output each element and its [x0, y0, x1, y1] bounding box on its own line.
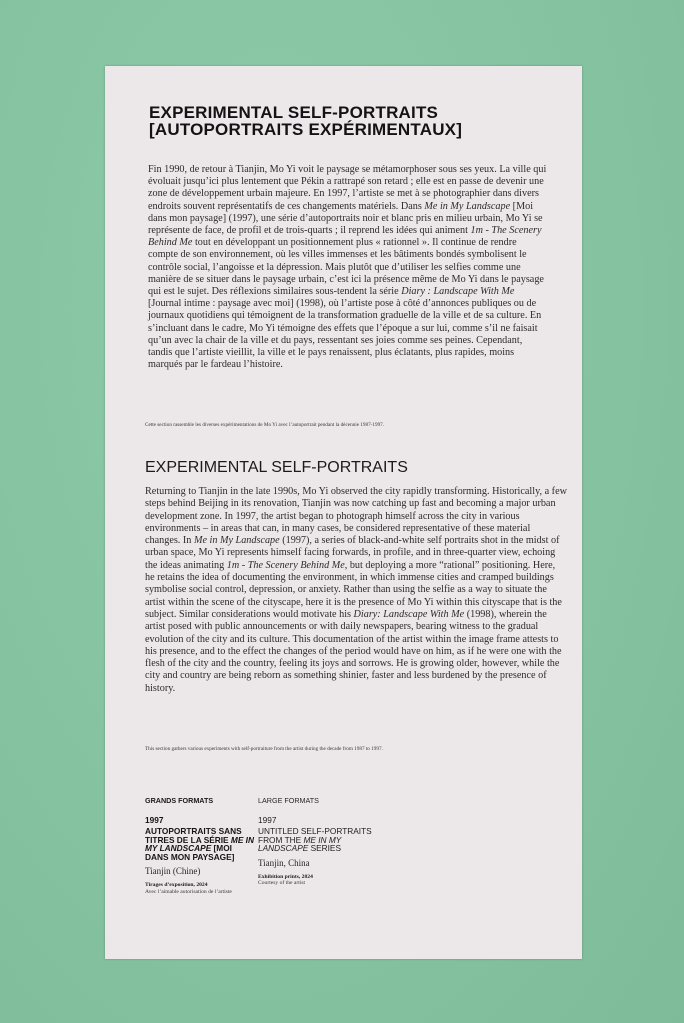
english-artwork-caption	[258, 797, 378, 887]
french-artwork-place: Tianjin (Chine)	[145, 866, 201, 877]
english-title: EXPERIMENTAL SELF-PORTRAITS	[145, 459, 408, 476]
french-artwork-year: 1997	[145, 814, 164, 825]
english-format-label: LARGE FORMATS	[258, 796, 319, 805]
french-format-label: GRANDS FORMATS	[145, 796, 214, 805]
english-courtesy-line: Courtesy of the artist	[258, 880, 306, 887]
english-section-note: This section gathers various experiments with self-portraiture from the artist during the decade from 1987 to 1997.	[145, 746, 383, 752]
french-paragraph: Fin 1990, de retour à Tianjin, Mo Yi voit le paysage se métamorphoser sous ses yeux. La ville qui évoluait jusqu’ici plus lentement que Pékin a rattrapé son retard ; elle est en passe de devenir une zone de développement urbain majeure. En 1997, l’artiste se met à se photographier dans divers endroits souvent représentatifs de ces changements matériels. Dans Me in My Landscape [Moi dans mon paysage] (1997), une série d’autoportraits noir et blanc pris en milieu urbain, Mo Yi se représente de face, de profil et de trois-quarts ; il reprend les idées qui animent 1m - The Scenery Behind Me tout en développant un positionnement plus « rationnel ». Il continue de rendre compte de son environnement, où les villes immenses et les bâtiments bondés symbolisent le contrôle social, l’angoisse et la dépression. Mais plutôt que d’utiliser les selfies comme une manière de se situer dans le paysage urbain, c’est ici la présence même de Mo Yi dans le paysage qui est le sujet. Des réflexions similaires sous-tendent la série Diary : Landscape With Me [Journal intime : paysage avec moi] (1998), où l’artiste pose à côté d’annonces publiques ou de journaux quotidiens qui témoignent de la transformation graduelle de la ville et de sa culture. En s’incluant dans le cadre, Mo Yi témoigne des effets que l’époque a sur lui, comme s’il ne faisait qu’un avec la chair de la ville et du pays, ressentant ses joies comme ses peines. Cependant, tandis que l’artiste vieillit, la ville et le pays renaissent, plus éclatants, plus rapides, moins marqués par le fardeau l’histoire.	[148, 164, 547, 371]
english-artwork-place: Tianjin, China	[258, 857, 310, 868]
french-artwork-credit	[145, 882, 255, 895]
english-prints-line: Exhibition prints, 2024	[258, 873, 313, 880]
french-courtesy-line: Avec l’aimable autorisation de l’artiste	[145, 889, 232, 896]
french-title: EXPERIMENTAL SELF-PORTRAITS [AUTOPORTRAITS EXPÉRIMENTAUX]	[149, 103, 463, 139]
wall-label-panel	[105, 66, 582, 959]
english-artwork-credit	[258, 874, 378, 887]
english-artwork-year: 1997	[258, 814, 277, 825]
english-paragraph: Returning to Tianjin in the late 1990s, Mo Yi observed the city rapidly transforming. Historically, a few steps behind Beijing in its renovation, Tianjin was now catching up fast and becoming a major urban development zone. In 1997, the artist began to photograph himself across the city in various environments – in areas that can, in many cases, be considered representative of these material changes. In Me in My Landscape (1997), a series of black-and-white self portraits shot in the midst of urban space, Mo Yi represents himself facing forwards, in profile, and in three-quarter view, echoing the ideas animating 1m - The Scenery Behind Me, but deploying a more “rational” positioning. Here, he retains the idea of documenting the environment, in which immense cities and cramped buildings symbolise social control, depression, or anxiety. Rather than using the selfie as a way to situate the artist within the scene of the cityscape, here it is the presence of Mo Yi within this cityscape that is the subject. Similar considerations would motivate his Diary: Landscape With Me (1998), wherein the artist posed with public announcements or with daily newspapers, bearing witness to the gradual evolution of the city and its culture. This documentation of the artist within the image frame attests to his presence, and to the effect the changes of the period would have on him, as if he were one with the flesh of the city and the country, feeling its joys and sorrows. He is growing older, however, while the city and country are being reborn as something shinier, faster and less burdened by the presence of history.	[145, 486, 567, 694]
french-artwork-caption	[145, 797, 255, 896]
french-artwork-title: AUTOPORTRAITS SANS TITRES DE LA SÉRIE ME IN MY LANDSCAPE [MOI DANS MON PAYSAGE]	[145, 826, 254, 862]
french-section-note: Cette section rassemble les diverses expérimentations de Mo Yi avec l’autoportrait pendant la décennie 1987-1997.	[145, 422, 385, 428]
french-prints-line: Tirages d’exposition, 2024	[145, 882, 208, 889]
english-artwork-title: UNTITLED SELF-PORTRAITS FROM THE ME IN MY LANDSCAPE SERIES	[258, 826, 372, 854]
